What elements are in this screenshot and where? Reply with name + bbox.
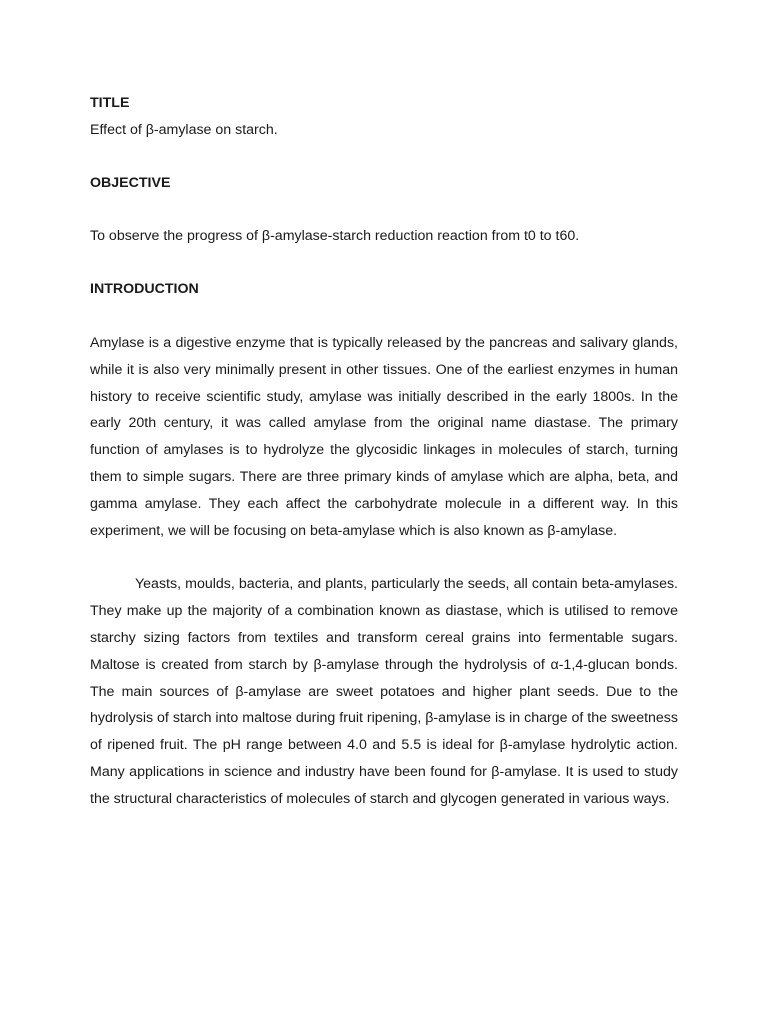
title-heading: TITLE <box>90 95 130 111</box>
introduction-heading: INTRODUCTION <box>90 281 199 298</box>
introduction-paragraph-2: Yeasts, moulds, bacteria, and plants, particularly the seeds, all contain beta-amylases. They make up the majority of a combination known as diastase, which is utilised to remove starchy sizing factors from textiles and transform cereal grains into fermentable sugars. Maltose is created from starch by β-amylase through the hydrolysis of α-1,4-glucan bonds. The main sources of β-amylase are sweet potatoes and higher plant seeds. Due to the hydrolysis of starch into maltose during fruit ripening, β-amylase is in charge of the sweetness of ripened fruit. The pH range between 4.0 and 5.5 is ideal for β-amylase hydrolytic action. Many applications in science and industry have been found for β-amylase. It is used to study the structural characteristics of molecules of starch and glycogen generated in various ways. <box>90 576 678 807</box>
title-text: Effect of β-amylase on starch. <box>90 121 278 138</box>
document-body <box>90 90 678 813</box>
objective-text: To observe the progress of β-amylase-starch reduction reaction from t0 to t60. <box>90 228 580 245</box>
introduction-paragraph-1: Amylase is a digestive enzyme that is typically released by the pancreas and salivary glands, while it is also very minimally present in other tissues. One of the earliest enzymes in human history to receive scientific study, amylase was initially described in the early 1800s. In the early 20th century, it was called amylase from the original name diastase. The primary function of amylases is to hydrolyze the glycosidic linkages in molecules of starch, turning them to simple sugars. There are three primary kinds of amylase which are alpha, beta, and gamma amylase. They each affect the carbohydrate molecule in a different way. In this experiment, we will be focusing on beta-amylase which is also known as β-amylase. <box>90 334 678 539</box>
objective-heading: OBJECTIVE <box>90 174 171 191</box>
